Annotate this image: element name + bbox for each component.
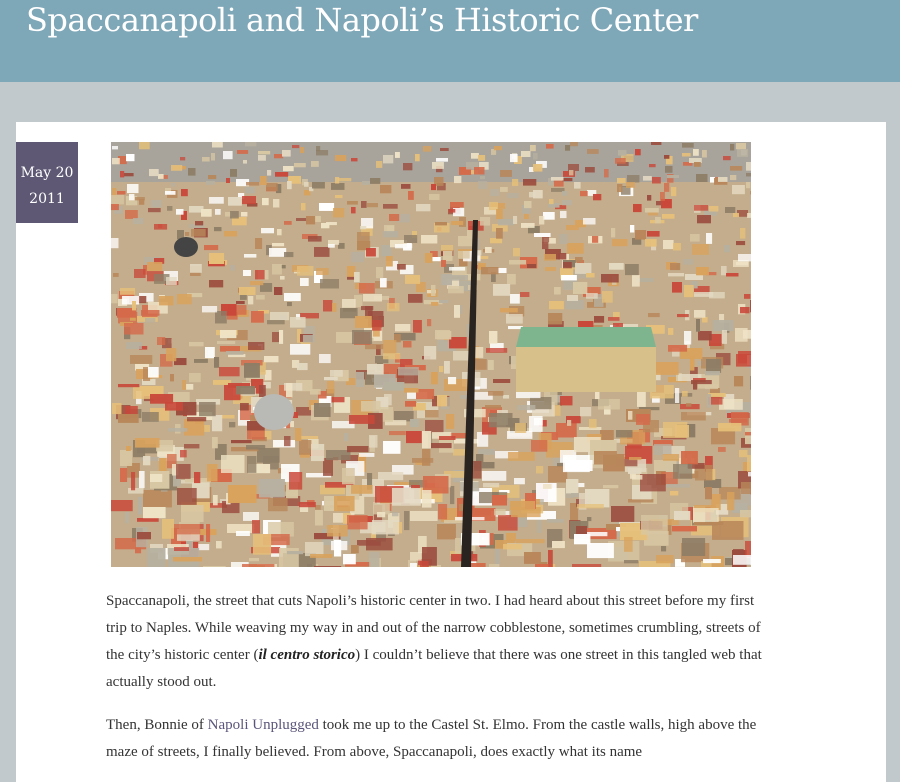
post-date-year: 2011 [29,191,65,207]
paragraph-2-text-after: took me up to the Castel St. Elmo. From the castle walls, high above the maze of streets, I finally believed. From above, Spaccanapoli, does exactly what its name [106,717,757,760]
napoli-unplugged-link[interactable]: Napoli Unplugged [207,717,319,733]
post-card [16,122,886,782]
post-paragraph-2 [106,712,766,766]
post-paragraph-1 [106,588,766,696]
paragraph-1-text-before: Spaccanapoli, the street that cuts Napoli’s historic center in two. I had heard about this street before my first trip to Naples. While weaving my way in and out of the narrow cobblestone, sometimes crumbling, streets of the city’s historic center ( [106,593,761,663]
page-title: Spaccanapoli and Napoli’s Historic Center [26,1,698,39]
post-date-month-day: May 20 [20,165,74,181]
paragraph-1-emphasis: il centro storico [258,647,356,663]
post-date-badge [16,142,78,223]
post-body [106,588,766,782]
site-header [0,0,900,82]
cityscape-image [111,142,751,567]
post-photo[interactable] [111,142,751,567]
paragraph-2-text-before: Then, Bonnie of [106,717,208,733]
paragraph-1-text-after: ) I couldn’t believe that there was one street in this tangled web that actually stood out. [106,647,762,690]
